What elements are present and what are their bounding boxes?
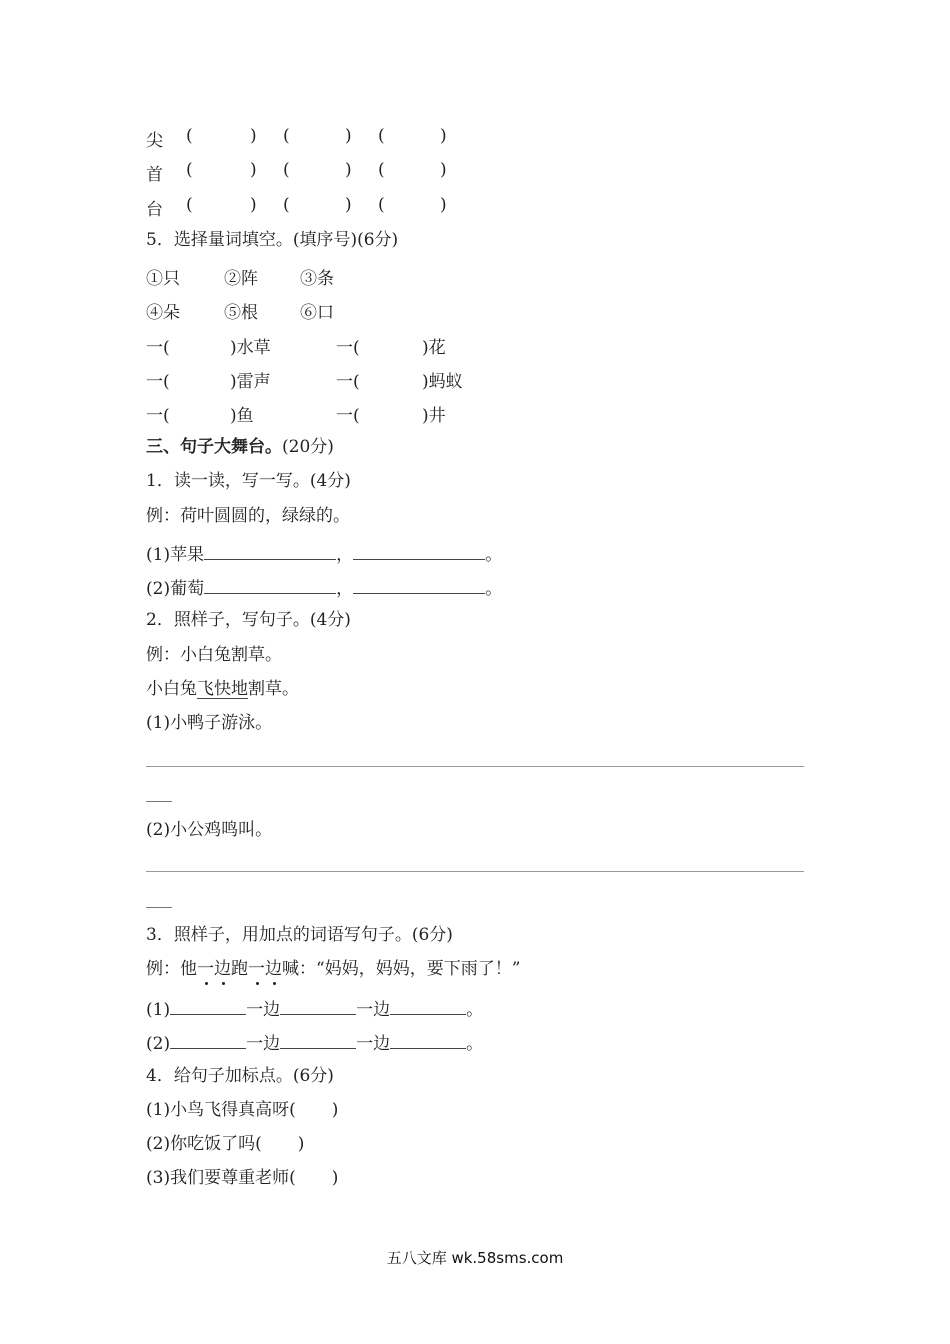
dotted-word: 一边 [197, 959, 231, 979]
q5-title: 5．选择量词填空。(填序号)(6分) [146, 230, 399, 250]
q2-item: (1)小鸭子游泳。 [146, 713, 273, 733]
item-word: )鱼 [230, 406, 254, 426]
q1-title: 1．读一读，写一写。(4分) [146, 471, 351, 491]
item-prefix: 一( [336, 406, 360, 426]
answer-line[interactable] [146, 871, 804, 872]
sample-text: 割草。 [248, 679, 299, 699]
option: ⑤根 [224, 303, 258, 323]
punct: ) [297, 1134, 305, 1154]
option: ②阵 [224, 269, 258, 289]
punct: ) [331, 1168, 339, 1188]
item-prefix: 一( [336, 338, 360, 358]
paren: ( [283, 160, 290, 180]
q3-example [146, 958, 520, 980]
item-word: )蚂蚁 [422, 372, 463, 392]
item-prefix: 一( [146, 406, 170, 426]
dotted-word: 一边 [248, 959, 282, 979]
q3-item [146, 1030, 483, 1055]
answer-blank[interactable] [170, 996, 246, 1015]
item-text: (3)我们要尊重老师( [146, 1168, 296, 1188]
item-word: )花 [422, 338, 446, 358]
q4-item [146, 1133, 304, 1155]
paren: ) [345, 195, 352, 215]
section-title [146, 436, 334, 458]
item-word: )水草 [230, 338, 271, 358]
paren: ) [440, 160, 447, 180]
option: ①只 [146, 269, 180, 289]
sample-text: 小白兔 [146, 679, 197, 699]
q1-example: 例：荷叶圆圆的，绿绿的。 [146, 506, 350, 526]
section-score: (20分) [282, 437, 334, 457]
paren: ( [186, 126, 193, 146]
option: ⑥口 [300, 303, 334, 323]
item-word: 一边 [356, 1034, 391, 1054]
paren: ) [250, 126, 257, 146]
answer-blank[interactable] [170, 1030, 246, 1049]
answer-line-stub [146, 907, 172, 908]
q4-item [146, 1099, 338, 1121]
item-label: (1)苹果 [146, 545, 205, 565]
footer-watermark: 五八文库 wk.58sms.com [386, 1249, 564, 1267]
answer-blank[interactable] [353, 575, 485, 594]
answer-blank[interactable] [204, 541, 336, 560]
q1-item [146, 575, 502, 600]
punct: 。 [466, 1034, 484, 1054]
row-char: 首 [146, 165, 163, 185]
item-word: 一边 [246, 1000, 281, 1020]
punct: 。 [466, 1000, 484, 1020]
item-prefix: 一( [146, 338, 170, 358]
paren: ( [378, 160, 385, 180]
item-word: 一边 [246, 1034, 281, 1054]
q3-title: 3．照样子，用加点的词语写句子。(6分) [146, 925, 453, 945]
answer-blank[interactable] [390, 1030, 466, 1049]
punct: 。 [485, 579, 503, 599]
answer-line-stub [146, 801, 172, 802]
item-word: )雷声 [230, 372, 271, 392]
paren: ) [440, 195, 447, 215]
option: ④朵 [146, 303, 180, 323]
row-char: 尖 [146, 131, 163, 151]
paren: ) [250, 160, 257, 180]
item-label: (1) [146, 1000, 171, 1020]
item-prefix: 一( [146, 372, 170, 392]
paren: ( [186, 195, 193, 215]
item-text: (2)你吃饭了吗( [146, 1134, 262, 1154]
answer-blank[interactable] [280, 1030, 356, 1049]
q4-title: 4．给句子加标点。(6分) [146, 1066, 334, 1086]
answer-blank[interactable] [204, 575, 336, 594]
example-text: 喊：“妈妈，妈妈，要下雨了！” [282, 959, 521, 979]
paren: ) [345, 160, 352, 180]
q2-sample [146, 678, 299, 700]
sample-underlined: 飞快地 [197, 679, 248, 699]
item-text: (1)小鸟飞得真高呀( [146, 1100, 296, 1120]
paren: ) [440, 126, 447, 146]
item-label: (2)葡萄 [146, 579, 205, 599]
option: ③条 [300, 269, 334, 289]
q2-example: 例：小白兔割草。 [146, 645, 282, 665]
item-label: (2) [146, 1034, 171, 1054]
paren: ( [378, 126, 385, 146]
punct: ) [331, 1100, 339, 1120]
paren: ) [250, 195, 257, 215]
answer-blank[interactable] [390, 996, 466, 1015]
q2-item: (2)小公鸡鸣叫。 [146, 820, 273, 840]
answer-blank[interactable] [280, 996, 356, 1015]
punct: ， [336, 545, 354, 565]
paren: ) [345, 126, 352, 146]
q3-item [146, 996, 483, 1021]
item-prefix: 一( [336, 372, 360, 392]
paren: ( [186, 160, 193, 180]
punct: ， [336, 579, 354, 599]
q4-item [146, 1167, 338, 1189]
answer-blank[interactable] [353, 541, 485, 560]
row-char: 台 [146, 200, 163, 220]
example-text: 跑 [231, 959, 248, 979]
item-word: 一边 [356, 1000, 391, 1020]
paren: ( [283, 126, 290, 146]
item-word: )井 [422, 406, 446, 426]
q2-title: 2．照样子，写句子。(4分) [146, 610, 351, 630]
paren: ( [283, 195, 290, 215]
example-text: 例：他 [146, 959, 197, 979]
answer-line[interactable] [146, 766, 804, 767]
section-heading: 三、句子大舞台。 [146, 437, 282, 457]
q1-item [146, 541, 502, 566]
punct: 。 [485, 545, 503, 565]
paren: ( [378, 195, 385, 215]
